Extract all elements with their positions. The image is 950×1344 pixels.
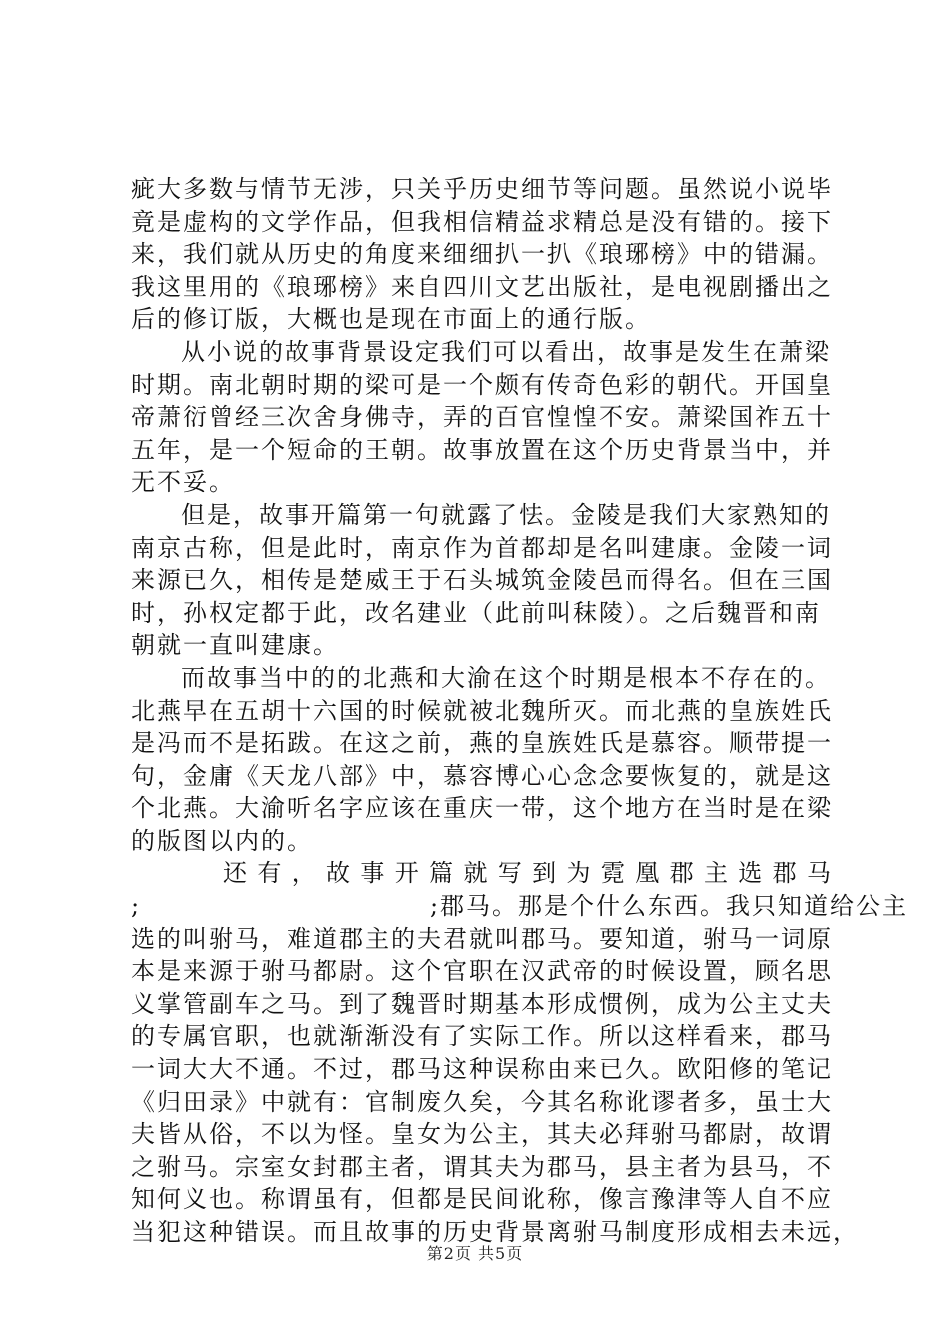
text-line: 义掌管副车之马。到了魏晋时期基本形成惯例，成为公主丈夫: [131, 989, 833, 1018]
text-line: 选的叫驸马，难道郡主的夫君就叫郡马。要知道，驸马一词原: [131, 924, 833, 953]
page-number-footer: 第2页 共5页: [426, 1244, 524, 1263]
text-line: 时期。南北朝时期的梁可是一个颇有传奇色彩的朝代。开国皇: [131, 370, 833, 399]
text-line: 竟是虚构的文学作品，但我相信精益求精总是没有错的。接下: [131, 207, 833, 236]
text-line: 个北燕。大渝听名字应该在重庆一带，这个地方在当时是在梁: [131, 794, 833, 823]
text-line: 五年，是一个短命的王朝。故事放置在这个历史背景当中，并: [131, 435, 833, 464]
text-line: 是冯而不是拓跋。在这之前，燕的皇族姓氏是慕容。顺带提一: [131, 729, 833, 758]
document-body: [131, 173, 909, 1249]
paragraph-first-line: 而故事当中的的北燕和大渝在这个时期是根本不存在的。: [181, 663, 831, 692]
text-line: 疵大多数与情节无涉，只关乎历史细节等问题。虽然说小说毕: [131, 175, 833, 203]
text-line: 之驸马。宗室女封郡主者，谓其夫为郡马，县主者为县马，不: [131, 1152, 833, 1181]
text-line: 的版图以内的。: [131, 826, 313, 855]
text-line: 我这里用的《琅琊榜》来自四川文艺出版社，是电视剧播出之: [131, 272, 833, 301]
text-line: 无不妥。: [131, 468, 235, 497]
text-line: 《归田录》中就有：官制废久矣，今其名称讹谬者多，虽士大: [131, 1087, 833, 1116]
text-line: 朝就一直叫建康。: [131, 631, 339, 660]
text-line: 帝萧衍曾经三次舍身佛寺，弄的百官惶惶不安。萧梁国祚五十: [131, 403, 833, 432]
text-line: 南京古称，但是此时，南京作为首都却是名叫建康。金陵一词: [131, 533, 833, 562]
paragraph-first-line: 还有，故事开篇就写到为霓凰郡主选郡马: [223, 859, 831, 888]
text-line: 来，我们就从历史的角度来细细扒一扒《琅琊榜》中的错漏。: [131, 240, 833, 269]
text-line: 来源已久，相传是楚威王于石头城筑金陵邑而得名。但在三国: [131, 566, 833, 595]
text-line: 知何义也。称谓虽有，但都是民间讹称，像言豫津等人自不应: [131, 1185, 833, 1214]
text-line: 本是来源于驸马都尉。这个官职在汉武帝的时候设置，顾名思: [131, 957, 833, 986]
text-line: 的专属官职，也就渐渐没有了实际工作。所以这样看来，郡马: [131, 1022, 833, 1051]
text-line: ; ;郡马。那是个什么东西。我只知道给公主: [131, 892, 909, 921]
paragraph-first-line: 从小说的故事背景设定我们可以看出，故事是发生在萧梁: [181, 337, 831, 366]
text-line: 当犯这种错误。而且故事的历史背景离驸马制度形成相去未远，: [131, 1218, 859, 1246]
text-line: 时，孙权定都于此，改名建业（此前叫秣陵）。之后魏晋和南: [131, 598, 821, 627]
text-line: 北燕早在五胡十六国的时候就被北魏所灭。而北燕的皇族姓氏: [131, 696, 833, 725]
text-line: 一词大大不通。不过，郡马这种误称由来已久。欧阳修的笔记: [131, 1055, 833, 1084]
text-line: 夫皆从俗，不以为怪。皇女为公主，其夫必拜驸马都尉，故谓: [131, 1120, 833, 1149]
paragraph-first-line: 但是，故事开篇第一句就露了怯。金陵是我们大家熟知的: [181, 500, 831, 529]
text-line: 后的修订版，大概也是现在市面上的通行版。: [131, 305, 651, 334]
text-line: 句，金庸《天龙八部》中，慕容博心心念念要恢复的，就是这: [131, 761, 833, 790]
